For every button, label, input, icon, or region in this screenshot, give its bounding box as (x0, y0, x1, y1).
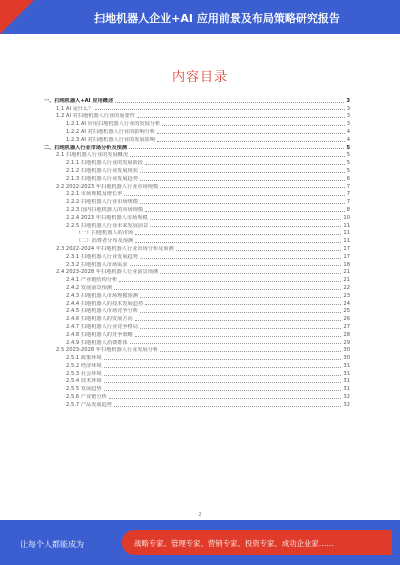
toc-dot-leader (95, 109, 344, 110)
toc-dot-leader (157, 141, 345, 142)
toc-entry[interactable] (38, 384, 350, 392)
toc-entry-label: 一、扫地机器人+AI 应用概述 (44, 97, 114, 104)
toc-entry-label: 2.5 2023-2028 年扫地机器人行业发展分析 (56, 347, 159, 354)
toc-entry[interactable] (38, 197, 350, 205)
toc-entry-label: 二、扫地机器人行业市场分析及预测 (44, 144, 128, 151)
toc-entry-label: 1.2 AI 对扫地机器人行业的重要性 (56, 113, 135, 120)
toc-entry-label: 2.5.6 产业链分析 (66, 394, 107, 401)
toc-dot-leader (114, 289, 341, 290)
toc-entry-page: 8 (346, 206, 350, 213)
toc-entry-page: 17 (343, 253, 350, 260)
toc-dot-leader (160, 273, 341, 274)
toc-dot-leader (162, 125, 344, 126)
toc-entry-page: 27 (343, 323, 350, 330)
toc-entry-page: 3 (346, 105, 350, 112)
toc-dot-leader (145, 304, 341, 305)
toc-entry[interactable] (38, 236, 350, 244)
toc-entry-label: 2.5.1 政策环境 (66, 355, 102, 362)
toc-entry[interactable] (38, 244, 350, 252)
toc-dot-leader (160, 351, 341, 352)
toc-entry[interactable] (38, 143, 350, 151)
toc-dot-leader (130, 343, 342, 344)
toc-entry[interactable] (38, 213, 350, 221)
toc-entry-page: 7 (346, 199, 350, 206)
toc-entry-label: 2.4.6 扫地机器人的发展方向 (66, 316, 133, 323)
toc-dot-leader (104, 375, 342, 376)
toc-entry-page: 4 (346, 136, 350, 143)
toc-entry-label: 1.2.3 AI 对扫地机器人行业的发展影响 (66, 136, 156, 143)
toc-title: 内容目录 (171, 70, 228, 85)
toc-entry-page: 30 (343, 347, 350, 354)
toc-entry-label: 2.2 2022-2023 年扫地机器人行业市场规模 (56, 183, 159, 190)
toc-entry-label: 1.1 AI 是什么？ (56, 105, 94, 112)
toc-entry-label: 2.5.7 产品发展趋势 (66, 401, 112, 408)
header-title: 扫地机器人企业+AI 应用前景及布局策略研究报告 (94, 12, 340, 25)
toc-entry[interactable] (38, 392, 350, 400)
toc-entry[interactable] (38, 135, 350, 143)
toc-entry-label: 2.1 扫地机器人行业的发展概况 (56, 152, 129, 159)
toc-entry-page: 11 (343, 230, 350, 237)
toc-entry-label: 2.4.2 发展前景预测 (66, 284, 112, 291)
toc-entry-label: 2.4.3 扫地机器人市场规模预测 (66, 292, 138, 299)
toc-entry[interactable] (38, 322, 350, 330)
toc-dot-leader (145, 164, 345, 165)
toc-entry-label: 2.3 2022-2024 年扫地机器人行业市场分布及预测 (56, 245, 174, 252)
toc-entry-label: 2.3.1 扫地机器人行业发展趋势 (66, 253, 138, 260)
toc-entry-page: 22 (343, 284, 350, 291)
toc-list (38, 96, 350, 408)
toc-dot-leader (137, 117, 345, 118)
toc-entry-label: 2.2.3 国内扫地机器人的市场规模 (66, 206, 144, 213)
toc-entry-page: 5 (346, 160, 350, 167)
toc-entry-page: 32 (343, 394, 350, 401)
toc-dot-leader (115, 102, 344, 103)
toc-dot-leader (104, 359, 342, 360)
toc-entry-label: 2.1.3 扫地机器人行业发展趋势 (66, 175, 138, 182)
page-number: 2 (198, 512, 202, 518)
toc-entry-label: 2.5.5 发展趋势 (66, 386, 102, 393)
toc-entry[interactable] (38, 330, 350, 338)
toc-entry-label: 2.5.4 技术环境 (66, 378, 102, 385)
toc-dot-leader (157, 133, 345, 134)
toc-entry[interactable] (38, 96, 350, 104)
toc-entry-page: 5 (346, 152, 350, 159)
toc-dot-leader (109, 398, 342, 399)
toc-entry[interactable] (38, 151, 350, 159)
toc-entry-label: 2.4.8 扫地机器人的竞争策略 (66, 331, 133, 338)
toc-dot-leader (140, 203, 345, 204)
toc-dot-leader (114, 406, 341, 407)
footer-bar (0, 520, 400, 565)
toc-dot-leader (150, 226, 341, 227)
toc-entry-label: （一）扫地机器人的市场 (76, 230, 134, 237)
toc-entry-page: 3 (346, 121, 350, 128)
toc-dot-leader (130, 265, 342, 266)
toc-dot-leader (140, 312, 341, 313)
toc-entry[interactable] (38, 346, 350, 354)
toc-entry-label: 2.1.1 扫地机器人行业的发展阶段 (66, 160, 144, 167)
toc-entry[interactable] (38, 190, 350, 198)
toc-entry[interactable] (38, 104, 350, 112)
toc-entry-label: 2.3.2 扫地机器人市场需求 (66, 261, 128, 268)
toc-entry[interactable] (38, 291, 350, 299)
toc-entry-label: 2.2.2 扫地机器人行业市场规模 (66, 199, 138, 206)
toc-dot-leader (130, 156, 345, 157)
toc-dot-leader (140, 297, 341, 298)
toc-entry-page: 32 (343, 401, 350, 408)
toc-entry-label: 2.4.5 扫地机器人市场竞争分析 (66, 308, 138, 315)
toc-entry[interactable] (38, 174, 350, 182)
toc-dot-leader (104, 382, 342, 383)
toc-dot-leader (140, 172, 345, 173)
toc-dot-leader (140, 258, 341, 259)
toc-entry-page: 25 (343, 308, 350, 315)
toc-entry-page: 29 (343, 339, 350, 346)
toc-dot-leader (135, 234, 341, 235)
toc-entry-page: 21 (343, 269, 350, 276)
toc-dot-leader (176, 250, 342, 251)
toc-entry-label: 2.2.4 2023 年扫地机器人市场规模 (66, 214, 148, 221)
toc-dot-leader (104, 367, 342, 368)
toc-entry[interactable] (38, 158, 350, 166)
toc-entry[interactable] (38, 205, 350, 213)
toc-entry-label: （二）消费者分布及预测 (76, 238, 134, 245)
toc-dot-leader (150, 219, 342, 220)
toc-entry-page: 5 (346, 167, 350, 174)
toc-entry[interactable] (38, 182, 350, 190)
toc-entry-page: 17 (343, 245, 350, 252)
toc-entry-page: 21 (343, 277, 350, 284)
toc-entry-page: 31 (343, 386, 350, 393)
toc-entry-label: 2.4.1 产业链结构分析 (66, 277, 118, 284)
toc-entry-label: 2.4.9 扫地机器人消费群体 (66, 339, 128, 346)
toc-entry[interactable] (38, 361, 350, 369)
toc-entry[interactable] (38, 112, 350, 120)
toc-entry-page: 24 (343, 300, 350, 307)
toc-entry[interactable] (38, 377, 350, 385)
toc-entry-label: 2.2.1 市场规模及增长率 (66, 191, 123, 198)
toc-entry[interactable] (38, 299, 350, 307)
toc-entry-label: 2.4.7 扫地机器人行业竞争格局 (66, 323, 138, 330)
toc-entry-page: 6 (346, 175, 350, 182)
toc-entry-page: 3 (346, 97, 350, 104)
toc-entry-page: 11 (343, 222, 350, 229)
toc-dot-leader (104, 390, 342, 391)
toc-entry[interactable] (38, 166, 350, 174)
toc-entry-page: 5 (346, 144, 350, 151)
toc-entry[interactable] (38, 268, 350, 276)
toc-entry-label: 2.4 2023-2028 年扫地机器人行业前景预测 (56, 269, 159, 276)
toc-entry[interactable] (38, 229, 350, 237)
toc-entry[interactable] (38, 338, 350, 346)
toc-entry[interactable] (38, 400, 350, 408)
toc-entry-label: 1.2.2 AI 对扫地机器人行业的影响分析 (66, 128, 156, 135)
toc-dot-leader (160, 187, 345, 188)
toc-entry-label: 2.2.5 扫地机器人行业未来发展前景 (66, 222, 149, 229)
toc-entry-page: 18 (343, 261, 350, 268)
toc-dot-leader (140, 328, 341, 329)
footer-banner (122, 530, 392, 555)
header-accent-triangle (0, 0, 34, 34)
toc-entry-page: 7 (346, 191, 350, 198)
toc-entry-page: 4 (346, 128, 350, 135)
toc-entry-page: 7 (346, 183, 350, 190)
toc-entry-page: 30 (343, 355, 350, 362)
toc-entry-page: 31 (343, 362, 350, 369)
toc-entry-page: 11 (343, 238, 350, 245)
toc-entry-label: 2.4.4 扫地机器人的技术发展趋势 (66, 300, 144, 307)
toc-entry-label: 2.5.2 经济环境 (66, 362, 102, 369)
toc-entry[interactable] (38, 369, 350, 377)
toc-entry-page: 23 (343, 292, 350, 299)
toc-entry-label: 1.2.1 AI 应用扫地机器人行业的发展分析 (66, 121, 161, 128)
toc-dot-leader (145, 211, 345, 212)
toc-entry[interactable] (38, 260, 350, 268)
toc-dot-leader (119, 281, 341, 282)
toc-entry-page: 26 (343, 316, 350, 323)
toc-entry[interactable] (38, 221, 350, 229)
footer-banner-text: 战略专家、管理专家、营销专家、投资专家、成功企业家…… (134, 539, 334, 548)
toc-entry[interactable] (38, 283, 350, 291)
toc-entry-label: 2.5.3 社会环境 (66, 370, 102, 377)
toc-dot-leader (124, 195, 344, 196)
toc-entry[interactable] (38, 275, 350, 283)
toc-dot-leader (135, 242, 341, 243)
toc-entry[interactable] (38, 119, 350, 127)
toc-dot-leader (135, 336, 342, 337)
toc-entry-page: 31 (343, 378, 350, 385)
toc-entry-page: 28 (343, 331, 350, 338)
footer-slogan: 让每个人都能成为 (20, 540, 84, 549)
toc-dot-leader (129, 148, 344, 149)
toc-entry[interactable] (38, 314, 350, 322)
toc-dot-leader (135, 320, 342, 321)
toc-entry[interactable] (38, 252, 350, 260)
toc-entry[interactable] (38, 353, 350, 361)
toc-entry-page: 3 (346, 113, 350, 120)
toc-entry-label: 2.1.2 扫地机器人行业发展现状 (66, 167, 138, 174)
toc-entry[interactable] (38, 307, 350, 315)
toc-entry-page: 10 (343, 214, 350, 221)
toc-entry-page: 31 (343, 370, 350, 377)
toc-entry[interactable] (38, 127, 350, 135)
header-bar (0, 0, 400, 34)
toc-dot-leader (140, 180, 345, 181)
